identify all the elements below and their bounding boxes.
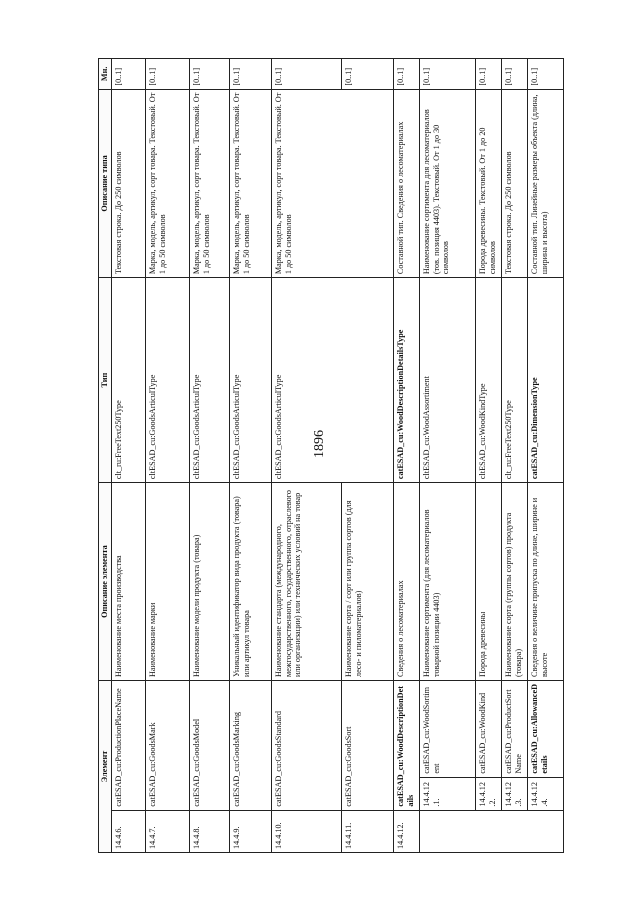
elements-table bbox=[98, 58, 564, 853]
row-number: 14.4.9. bbox=[230, 810, 272, 852]
row-cardinality: [0..1] bbox=[146, 59, 190, 90]
row-description: Наименование модели продукта (товара) bbox=[190, 483, 230, 681]
row-type: catESAD_cu:DimensionType bbox=[528, 278, 564, 483]
row-number: 14.4.11. bbox=[342, 810, 394, 852]
table-row bbox=[420, 59, 476, 853]
row-type: cltESAD_cu:GoodsArticulType bbox=[190, 278, 230, 483]
header-cardinality: Мн. bbox=[99, 59, 112, 90]
row-description: Порода древесины bbox=[476, 483, 502, 681]
header-description: Описание элемента bbox=[99, 483, 112, 681]
page-number: 1896 bbox=[312, 430, 327, 458]
row-type-description: Марка, модель, артикул, сорт товара. Текстовый. От 1 до 50 символов bbox=[190, 89, 230, 277]
table-row bbox=[190, 59, 230, 853]
row-type: cltESAD_cu:GoodsArticulType bbox=[272, 278, 394, 483]
row-description: Сведения о лесоматериалах bbox=[394, 483, 420, 681]
row-element: catESAD_cu:AllowanceDetails bbox=[528, 681, 564, 778]
row-number: 14.4.6. bbox=[112, 810, 146, 852]
table-row bbox=[272, 59, 342, 853]
row-element: catESAD_cu:GoodsSort bbox=[342, 681, 394, 811]
row-type: cltESAD_cu:GoodsArticulType bbox=[230, 278, 272, 483]
row-cardinality: [0..1] bbox=[528, 59, 564, 90]
row-type: cltESAD_cu:WoodKindType bbox=[476, 278, 502, 483]
row-description: Уникальный идентификатор вида продукта (товара) или артикул товара bbox=[230, 483, 272, 681]
row-cardinality: [0..1] bbox=[230, 59, 272, 90]
row-type-description: Марка, модель, артикул, сорт товара. Текстовый. От 1 до 50 символов bbox=[146, 89, 190, 277]
row-element: catESAD_cu:GoodsMarking bbox=[230, 681, 272, 811]
row-type-description: Текстовая строка. До 250 символов bbox=[112, 89, 146, 277]
rotated-page-content bbox=[98, 58, 549, 853]
row-cardinality: [0..1] bbox=[190, 59, 230, 90]
row-description: Наименование марки bbox=[146, 483, 190, 681]
table-row bbox=[476, 59, 502, 853]
table-row bbox=[112, 59, 146, 853]
row-element: catESAD_cu:ProductionPlaceName bbox=[112, 681, 146, 811]
table-row bbox=[146, 59, 190, 853]
row-type-description: Марка, модель, артикул, сорт товара. Текстовый. От 1 до 50 символов bbox=[230, 89, 272, 277]
row-element: catESAD_cu:GoodsMark bbox=[146, 681, 190, 811]
row-type: catESAD_cu:WoodDescriptionDetailsType bbox=[394, 278, 420, 483]
row-type-description: Порода древесины. Текстовый. От 1 до 20 символов bbox=[476, 89, 502, 277]
row-description: Наименование места производства bbox=[112, 483, 146, 681]
row-element: catESAD_cu:GoodsModel bbox=[190, 681, 230, 811]
row-element: catESAD_cu:ProductSortName bbox=[502, 681, 528, 778]
header-type-description: Описание типа bbox=[99, 89, 112, 277]
table-row bbox=[394, 59, 420, 853]
row-cardinality: [0..1] bbox=[502, 59, 528, 90]
row-type-description: Составной тип. Сведения о лесоматериалах bbox=[394, 89, 420, 277]
header-element: Элемент bbox=[99, 681, 112, 853]
row-cardinality: [0..1] bbox=[112, 59, 146, 90]
row-type-description: Составной тип. Линейные размеры объекта (длина, ширина и высота) bbox=[528, 89, 564, 277]
row-description: Наименование сорта (группы сортов) продукта (товара) bbox=[502, 483, 528, 681]
row-cardinality: [0..1] bbox=[272, 59, 342, 90]
row-number: 14.4.12.1. bbox=[420, 777, 476, 810]
row-description: Сведения о величине припуска по длине, ширине и высоте bbox=[528, 483, 564, 681]
row-description: Наименование сортимента (для лесоматериалов товарной позиции 4403) bbox=[420, 483, 476, 681]
row-number: 14.4.12.4. bbox=[528, 777, 564, 810]
row-number: 14.4.8. bbox=[190, 810, 230, 852]
row-element: catESAD_cu:WoodDescriptionDetails bbox=[394, 681, 420, 811]
table-row bbox=[502, 59, 528, 853]
row-cardinality: [0..1] bbox=[342, 59, 394, 90]
row-description: Наименование сорта / сорт или группа сортов (для лесо- и пиломатериалов) bbox=[342, 483, 394, 681]
row-number: 14.4.7. bbox=[146, 810, 190, 852]
row-number: 14.4.12.3. bbox=[502, 777, 528, 810]
row-number: 14.4.12. bbox=[394, 810, 420, 852]
row-type-description: Наименование сортимента для лесоматериалов (тов. позиция 4403). Текстовый. От 1 до 30 символов bbox=[420, 89, 476, 277]
table-header-row bbox=[99, 59, 112, 853]
row-element: catESAD_cu:GoodsStandard bbox=[272, 681, 342, 811]
row-cardinality: [0..1] bbox=[394, 59, 420, 90]
row-type-description: Текстовая строка. До 250 символов bbox=[502, 89, 528, 277]
row-type: clt_ru:FreeText250Type bbox=[502, 278, 528, 483]
row-number: 14.4.12.2. bbox=[476, 777, 502, 810]
table-row bbox=[528, 59, 564, 853]
row-element: catESAD_cu:WoodKind bbox=[476, 681, 502, 778]
table-row bbox=[230, 59, 272, 853]
row-type-description: Марка, модель, артикул, сорт товара. Текстовый. От 1 до 50 символов bbox=[272, 89, 394, 277]
row-cardinality: [0..1] bbox=[476, 59, 502, 90]
row-cardinality: [0..1] bbox=[420, 59, 476, 90]
row-number: 14.4.10. bbox=[272, 810, 342, 852]
row-description: Наименование стандарта (международного, межгосударственного, государственного, отраслевого или организации) или технических условий на товар bbox=[272, 483, 342, 681]
row-type: cltESAD_cu:WoodAssortiment bbox=[420, 278, 476, 483]
row-type: cltESAD_cu:GoodsArticulType bbox=[146, 278, 190, 483]
row-type: clt_ru:FreeText250Type bbox=[112, 278, 146, 483]
row-element: catESAD_cu:WoodSortiment bbox=[420, 681, 476, 778]
header-type: Тип bbox=[99, 278, 112, 483]
